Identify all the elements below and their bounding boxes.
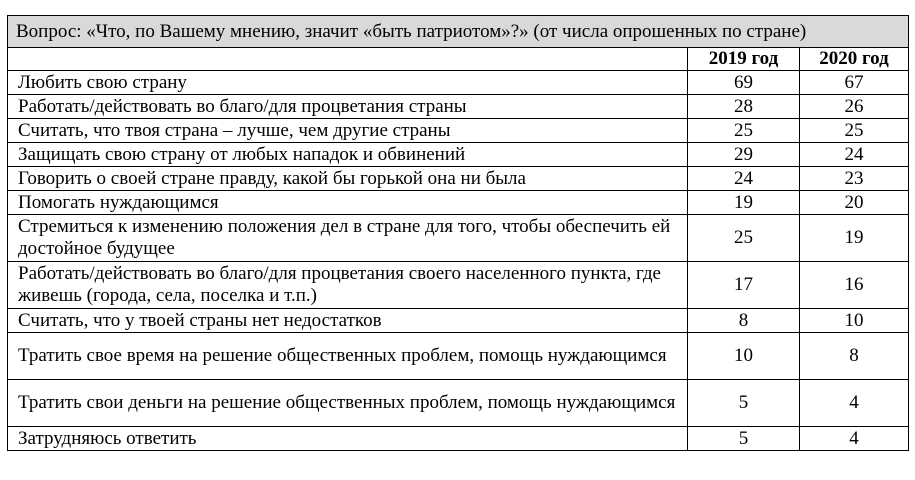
answer-label: Затрудняюсь ответить	[8, 427, 688, 451]
value-2020: 24	[800, 143, 909, 167]
answer-label: Помогать нуждающимся	[8, 191, 688, 215]
value-2020: 10	[800, 309, 909, 333]
value-2019: 69	[688, 71, 800, 95]
table-row	[8, 95, 909, 119]
value-2019: 8	[688, 309, 800, 333]
value-2020: 23	[800, 167, 909, 191]
answer-label: Считать, что у твоей страны нет недостатков	[8, 309, 688, 333]
table-title-row	[8, 16, 909, 48]
answer-label: Говорить о своей стране правду, какой бы горькой она ни была	[8, 167, 688, 191]
value-2019: 17	[688, 262, 800, 309]
table-row	[8, 309, 909, 333]
value-2020: 19	[800, 215, 909, 262]
table-row	[8, 143, 909, 167]
table-row	[8, 119, 909, 143]
value-2020: 4	[800, 380, 909, 427]
value-2020: 16	[800, 262, 909, 309]
table-title: Вопрос: «Что, по Вашему мнению, значит «быть патриотом»?» (от числа опрошенных по стране)	[8, 16, 909, 48]
value-2019: 29	[688, 143, 800, 167]
answer-label: Считать, что твоя страна – лучше, чем другие страны	[8, 119, 688, 143]
answer-label: Работать/действовать во благо/для процветания страны	[8, 95, 688, 119]
value-2020: 26	[800, 95, 909, 119]
answer-label: Работать/действовать во благо/для процветания своего населенного пункта, где живешь (города, села, поселка и т.п.)	[8, 262, 688, 309]
value-2020: 20	[800, 191, 909, 215]
column-header-2020: 2020 год	[800, 48, 909, 71]
value-2020: 4	[800, 427, 909, 451]
column-header-answer	[8, 48, 688, 71]
survey-table	[7, 15, 909, 451]
value-2019: 28	[688, 95, 800, 119]
answer-label: Тратить свои деньги на решение общественных проблем, помощь нуждающимся	[8, 380, 688, 427]
table-row	[8, 333, 909, 380]
value-2020: 8	[800, 333, 909, 380]
answer-label: Стремиться к изменению положения дел в стране для того, чтобы обеспечить ей достойное будущее	[8, 215, 688, 262]
table-row	[8, 262, 909, 309]
table-row	[8, 380, 909, 427]
value-2020: 67	[800, 71, 909, 95]
table-row	[8, 427, 909, 451]
answer-label: Любить свою страну	[8, 71, 688, 95]
table-row	[8, 71, 909, 95]
answer-label: Тратить свое время на решение общественных проблем, помощь нуждающимся	[8, 333, 688, 380]
value-2019: 5	[688, 380, 800, 427]
table-header-row	[8, 48, 909, 71]
table-row	[8, 215, 909, 262]
table-row	[8, 191, 909, 215]
column-header-2019: 2019 год	[688, 48, 800, 71]
value-2019: 24	[688, 167, 800, 191]
value-2019: 5	[688, 427, 800, 451]
answer-label: Защищать свою страну от любых нападок и обвинений	[8, 143, 688, 167]
value-2019: 19	[688, 191, 800, 215]
value-2020: 25	[800, 119, 909, 143]
table-row	[8, 167, 909, 191]
value-2019: 25	[688, 119, 800, 143]
value-2019: 10	[688, 333, 800, 380]
value-2019: 25	[688, 215, 800, 262]
